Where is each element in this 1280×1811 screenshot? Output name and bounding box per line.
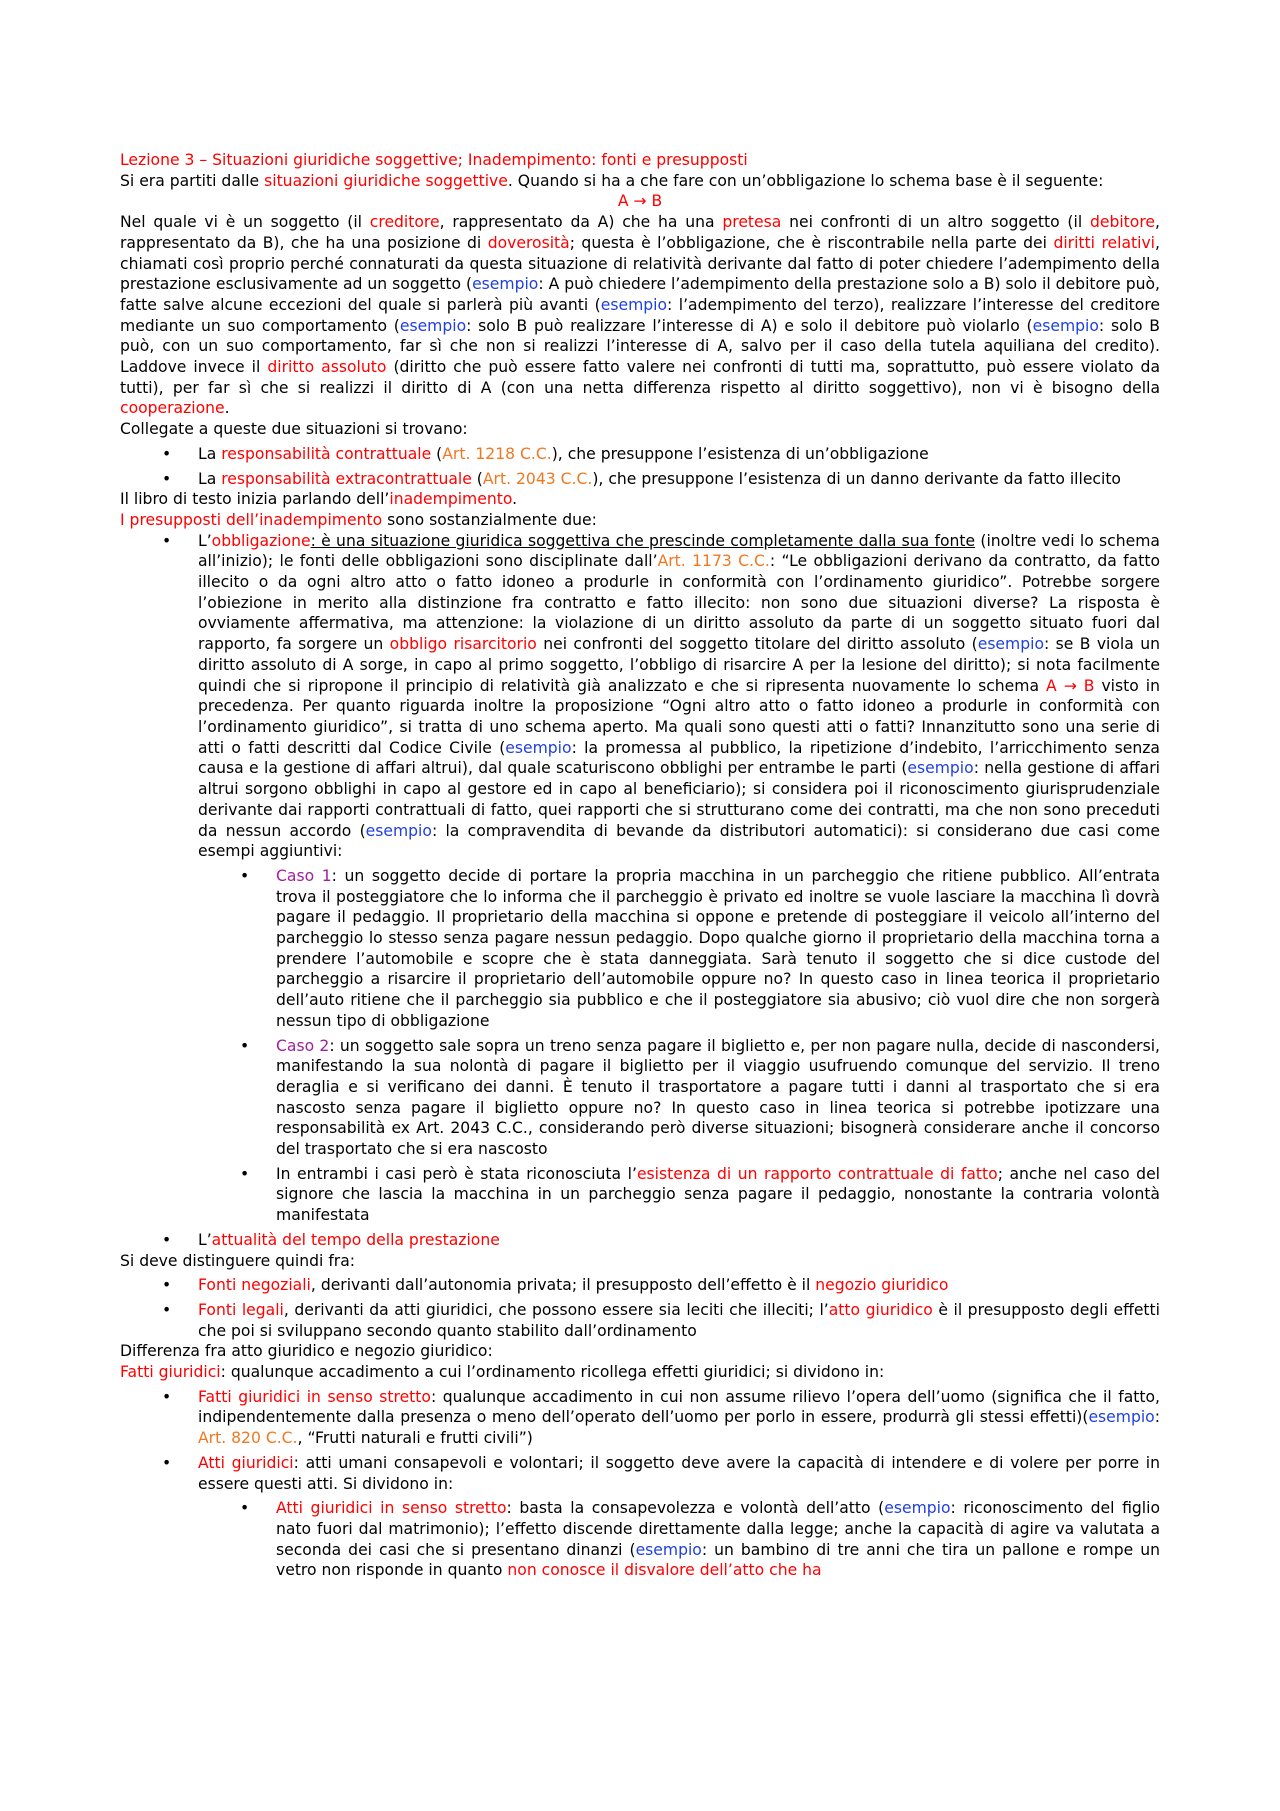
- list-item-caso-1: • Caso 1: un soggetto decide di portare la propria macchina in un parcheggio che ritiene pubblico. All’entrata trova il posteggiatore che lo informa che il parcheggio è privato ed inoltre se vuole lasciare la macchina lì dovrà pagare il pedaggio. Il proprietario della macchina si oppone e pretende di posteggiare il veicolo all’interno del parcheggio lo stesso senza pagare nessun pedaggio. Dopo qualche giorno il proprietario della macchina torna a prendere l’automobile e scopre che è stata danneggiata. Sarà tenuto il soggetto che si dice custode del parcheggio a risarcire il proprietario dell’automobile oppure no? In questo caso in linea teorica il proprietario dell’auto ritiene che il parcheggio sia pubblico e che il posteggiatore sia abusivo; ciò vuol dire che non sorgerà nessun tipo di obbligazione: [240, 866, 1160, 1030]
- list-item-entrambi: • In entrambi i casi però è stata riconosciuta l’esistenza di un rapporto contrattuale di fatto; anche nel caso del signore che lascia la macchina in un parcheggio senza pagare il pedaggio, nonostante la contraria volontà manifestata: [240, 1164, 1160, 1225]
- list-item: • Fonti negoziali, derivanti dall’autonomia privata; il presupposto dell’effetto è il negozio giuridico: [162, 1276, 949, 1295]
- list-item: • La responsabilità extracontrattuale (Art. 2043 C.C.), che presuppone l’esistenza di un danno derivante da fatto illecito: [162, 469, 1121, 488]
- presupposti-paragraph: I presupposti dell’inadempimento sono sostanzialmente due:: [120, 510, 597, 529]
- casi-list: [198, 866, 1160, 1226]
- fatti-giuridici-paragraph: Fatti giuridici: qualunque accadimento a cui l’ordinamento ricollega effetti giuridici; si dividono in:: [120, 1363, 885, 1382]
- list-item-atti-giuridici: • Atti giuridici: atti umani consapevoli e volontari; il soggetto deve avere la capacità di intendere e di volere per porre in essere questi atti. Si dividono in: • Atti giuridici in senso stretto: basta la consapevolezza e volontà dell’atto (esempio: riconoscimento del figlio nato fuori dal matrimonio); l’effetto discende direttamente dalla legge; anche la capacità di agire va valutata a seconda dei casi che si presentano dinanzi (esempio: un bambino di tre anni che tira un pallone e rompe un vetro non risponde in quanto non conosce il disvalore dell’atto che ha: [162, 1453, 1160, 1580]
- intro-paragraph: Si era partiti dalle situazioni giuridiche soggettive. Quando si ha a che fare con un’obbligazione lo schema base è il seguente:: [120, 171, 1104, 190]
- differenza-heading: Differenza fra atto giuridico e negozio giuridico:: [120, 1342, 493, 1361]
- paragraph-obbligazione: Nel quale vi è un soggetto (il creditore, rappresentato da A) che ha una pretesa nei confronti di un altro soggetto (il debitore, rappresentato da B), che ha una posizione di doverosità; questa è l’obbligazione, che è riscontrabile nella parte dei diritti relativi, chiamati così proprio perché connaturati da questa situazione di relatività derivante dal fatto di poter chiedere l’adempimento della prestazione esclusivamente ad un soggetto (esempio: A può chiedere l’adempimento della prestazione solo a B) solo il debitore può, fatte salve alcune eccezioni del quale si parlerà più avanti (esempio: l’adempimento del terzo), realizzare l’interesse del creditore mediante un suo comportamento (esempio: solo B può realizzare l’interesse di A) e solo il debitore può violarlo (esempio: solo B può, con un suo comportamento, far sì che non si realizzi l’interesse di A, salvo per il caso della tutela aquiliana del credito). Laddove invece il diritto assoluto (diritto che può essere fatto valere nei confronti di tutti ma, soprattutto, può essere violato da tutti), per far sì che si realizzi il diritto di A (con una netta differenza rispetto al diritto soggettivo), non vi è bisogno della cooperazione.: [120, 213, 1161, 418]
- fonti-list: [120, 1275, 1160, 1341]
- list-item-obbligazione: • L’obbligazione: è una situazione giuridica soggettiva che prescinde completamente dalla sua fonte (inoltre vedi lo schema all’inizio); le fonti delle obbligazioni sono disciplinate dall’Art. 1173 C.C.: “Le obbligazioni derivano da contratto, da fatto illecito o da ogni altro atto o fatto idoneo a produrle in conformità con l’ordinamento giuridico”. Potrebbe sorgere l’obiezione in merito alla distinzione fra contratto e fatto illecito: non sono due situazioni diverse? La risposta è ovviamente affermativa, ma attenzione: la violazione di un diritto assoluto da parte di un soggetto situato fuori dal rapporto, fa sorgere un obbligo risarcitorio nei confronti del soggetto titolare del diritto assoluto (esempio: se B viola un diritto assoluto di A sorge, in capo al primo soggetto, l’obbligo di risarcire A per la lesione del diritto); si nota facilmente quindi che si ripropone il principio di relatività già analizzato e che si ripresenta nuovamente lo schema A → B visto in precedenza. Per quanto riguarda inoltre la proposizione “Ogni altro atto o fatto idoneo a produrle in conformità con l’ordinamento giuridico”, si tratta di uno schema aperto. Ma quali sono questi atti o fatti? Innanzitutto sono una serie di atti o fatti descritti dal Codice Civile (esempio: la promessa al pubblico, la ripetizione d’indebito, l’arricchimento senza causa e la gestione di affari altrui), dal quale scaturiscono obblighi per entrambe le parti (esempio: nella gestione di affari altrui sorgono obblighi in capo al gestore ed in capo al beneficiario); si considera poi il riconoscimento giurisprudenziale derivante dai rapporti contrattuali di fatto, quei rapporti che si strutturano come dei contratti, ma che non sono preceduti da nessun accordo (esempio: la compravendita di bevande da distributori automatici): si considerano due casi come esempi aggiuntivi: • Caso 1: un soggetto decide di portare la propria macchina in un parcheggio che ritiene pubblico. All’entrata trova il posteggiatore che lo informa che il parcheggio è privato ed inoltre se vuole lasciare la macchina lì dovrà pagare il pedaggio. Il proprietario della macchina si oppone e pretende di posteggiare il veicolo all’interno del parcheggio lo stesso senza pagare nessun pedaggio. Dopo qualche giorno il proprietario della macchina torna a prendere l’automobile e scopre che è stata danneggiata. Sarà tenuto il soggetto che si dice custode del parcheggio a risarcire il proprietario dell’automobile oppure no? In questo caso in linea teorica il proprietario dell’auto ritiene che il parcheggio sia pubblico e che il posteggiatore sia abusivo; ciò vuol dire che non sorgerà nessun tipo di obbligazione • Caso 2: un soggetto sale sopra un treno senza pagare il biglietto e, per non pagare nulla, decide di nascondersi, manifestando la sua nolontà di pagare il biglietto per il viaggio usufruendo comunque del servizio. Il treno deraglia e si verificano dei danni. È tenuto il trasportatore a pagare tutti i danni al trasportato che si era nascosto senza pagare il biglietto oppure no? In questo caso in linea teorica si potrebbe ipotizzare una responsabilità ex Art. 2043 C.C., considerando però diverse situazioni; bisognerà considerare anche il concorso del trasportato che si era nascosto • In entrambi i casi però è stata riconosciuta l’esistenza di un rapporto contrattuale di fatto; anche nel caso del signore che lascia la macchina in un parcheggio senza pagare il pedaggio, nonostante la contraria volontà manifestata: [162, 531, 1160, 1225]
- list-item-atti-senso-stretto: • Atti giuridici in senso stretto: basta la consapevolezza e volontà dell’atto (esempio: riconoscimento del figlio nato fuori dal matrimonio); l’effetto discende direttamente dalla legge; anche la capacità di agire va valutata a seconda dei casi che si presentano dinanzi (esempio: un bambino di tre anni che tira un pallone e rompe un vetro non risponde in quanto non conosce il disvalore dell’atto che ha: [240, 1499, 1160, 1580]
- list-item: • Fonti legali, derivanti da atti giuridici, che possono essere sia leciti che illeciti; l’atto giuridico è il presupposto degli effetti che poi si sviluppano secondo quanto stabilito dall’ordinamento: [162, 1300, 1160, 1340]
- presupposti-list: [120, 531, 1160, 1251]
- list-item-caso-2: • Caso 2: un soggetto sale sopra un treno senza pagare il biglietto e, per non pagare nulla, decide di nascondersi, manifestando la sua nolontà di pagare il biglietto per il viaggio usufruendo comunque del servizio. Il treno deraglia e si verificano dei danni. È tenuto il trasportatore a pagare tutti i danni al trasportato che si era nascosto senza pagare il biglietto oppure no? In questo caso in linea teorica si potrebbe ipotizzare una responsabilità ex Art. 2043 C.C., considerando però diverse situazioni; bisognerà considerare anche il concorso del trasportato che si era nascosto: [240, 1036, 1160, 1159]
- lesson-title: Lezione 3 – Situazioni giuridiche soggettive; Inadempimento: fonti e presupposti: [120, 151, 748, 169]
- collegate-heading: Collegate a queste due situazioni si trovano:: [120, 420, 468, 439]
- libro-paragraph: Il libro di testo inizia parlando dell’inadempimento.: [120, 490, 518, 509]
- list-item: • La responsabilità contrattuale (Art. 1218 C.C.), che presuppone l’esistenza di un’obbligazione: [162, 444, 929, 463]
- responsabilita-list: [120, 444, 1160, 489]
- fatti-list: [120, 1387, 1160, 1581]
- list-item-attualita: • L’attualità del tempo della prestazione: [162, 1230, 500, 1249]
- schema-a-b: A → B: [617, 192, 663, 211]
- list-item-fatti-senso-stretto: • Fatti giuridici in senso stretto: qualunque accadimento in cui non assume rilievo l’opera dell’uomo (significa che il fatto, indipendentemente dalla presenza o meno dell’operato dell’uomo per porlo in essere, produrrà gli stessi effetti)(esempio: Art. 820 C.C., “Frutti naturali e frutti civili”): [162, 1387, 1160, 1448]
- atti-list: [198, 1498, 1160, 1581]
- distinguere-heading: Si deve distinguere quindi fra:: [120, 1251, 356, 1270]
- document-page: [120, 150, 1160, 1581]
